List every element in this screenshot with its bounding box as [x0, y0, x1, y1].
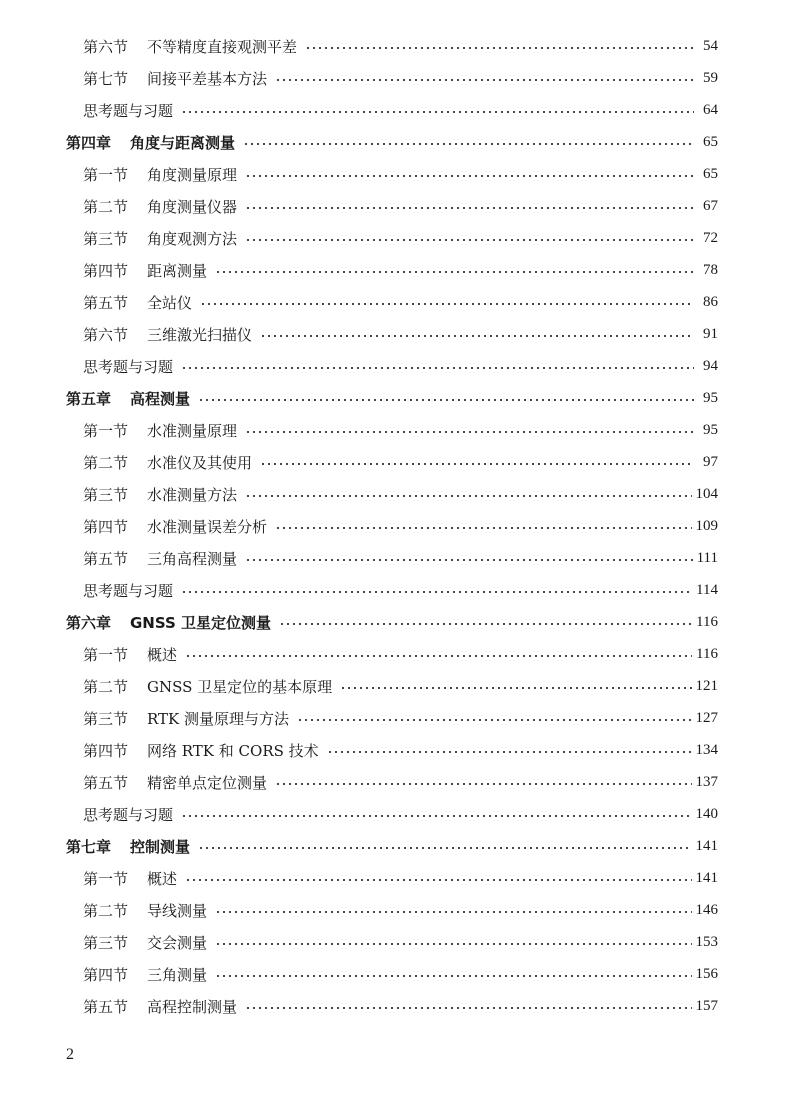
entry-number: 第四节: [83, 965, 129, 984]
dot-leader: [198, 847, 691, 849]
entry-title: GNSS 卫星定位的基本原理: [147, 677, 333, 696]
dot-leader: [260, 335, 694, 337]
entry-number: 第三节: [83, 933, 129, 952]
entry-title: 高程控制测量: [147, 997, 238, 1016]
toc-section-entry[interactable]: [66, 958, 718, 990]
toc-section-entry[interactable]: [66, 510, 718, 542]
entry-page-number: 91: [703, 325, 718, 342]
dot-leader: [198, 399, 694, 401]
dot-leader: [275, 79, 694, 81]
dot-leader: [243, 143, 694, 145]
entry-page-number: 140: [695, 805, 718, 822]
dot-leader: [245, 239, 694, 241]
dot-leader: [185, 655, 692, 657]
entry-number: 第六章: [66, 613, 112, 632]
entry-title: RTK 测量原理与方法: [147, 709, 290, 728]
dot-leader: [327, 751, 692, 753]
entry-number: 第四章: [66, 133, 112, 152]
toc-chapter-entry[interactable]: [66, 606, 718, 638]
dot-leader: [245, 495, 691, 497]
entry-title: 不等精度直接观测平差: [147, 37, 298, 56]
entry-page-number: 156: [695, 965, 718, 982]
entry-title: 间接平差基本方法: [147, 69, 268, 88]
toc-section-entry[interactable]: [66, 862, 718, 894]
toc-section-entry[interactable]: [66, 638, 718, 670]
dot-leader: [181, 111, 694, 113]
toc-section-entry[interactable]: [66, 254, 718, 286]
toc-section-entry[interactable]: [66, 766, 718, 798]
entry-title: 全站仪: [147, 293, 193, 312]
dot-leader: [260, 463, 694, 465]
toc-section-entry[interactable]: [66, 222, 718, 254]
entry-title: 三角测量: [147, 965, 208, 984]
entry-title: 导线测量: [147, 901, 208, 920]
entry-title: 水准测量方法: [147, 485, 238, 504]
entry-number: 第五章: [66, 389, 112, 408]
toc-chapter-entry[interactable]: [66, 126, 718, 158]
dot-leader: [245, 559, 693, 561]
entry-page-number: 121: [695, 677, 718, 694]
toc-exercise-entry[interactable]: [66, 798, 718, 830]
dot-leader: [245, 431, 694, 433]
entry-page-number: 153: [695, 933, 718, 950]
entry-number: 第二节: [83, 677, 129, 696]
entry-page-number: 157: [695, 997, 718, 1014]
entry-number: 第三节: [83, 485, 129, 504]
entry-number: 第五节: [83, 997, 129, 1016]
entry-title: 水准测量误差分析: [147, 517, 268, 536]
entry-page-number: 127: [695, 709, 718, 726]
dot-leader: [181, 815, 691, 817]
dot-leader: [279, 623, 692, 625]
entry-page-number: 65: [703, 133, 718, 150]
entry-title: 三维激光扫描仪: [147, 325, 253, 344]
entry-title: 交会测量: [147, 933, 208, 952]
entry-number: 第二节: [83, 453, 129, 472]
dot-leader: [340, 687, 691, 689]
entry-number: 第六节: [83, 325, 129, 344]
entry-page-number: 59: [703, 69, 718, 86]
entry-page-number: 109: [695, 517, 718, 534]
toc-section-entry[interactable]: [66, 190, 718, 222]
entry-title: 概述: [147, 645, 178, 664]
entry-page-number: 72: [703, 229, 718, 246]
toc-section-entry[interactable]: [66, 446, 718, 478]
dot-leader: [181, 591, 692, 593]
entry-page-number: 95: [703, 389, 718, 406]
entry-page-number: 97: [703, 453, 718, 470]
entry-page-number: 104: [695, 485, 718, 502]
dot-leader: [275, 783, 691, 785]
entry-number: 第一节: [83, 645, 129, 664]
table-of-contents: [66, 30, 718, 1022]
toc-section-entry[interactable]: [66, 318, 718, 350]
toc-section-entry[interactable]: [66, 734, 718, 766]
entry-page-number: 67: [703, 197, 718, 214]
entry-number: 第一节: [83, 869, 129, 888]
entry-number: 第五节: [83, 293, 129, 312]
entry-number: 第三节: [83, 229, 129, 248]
entry-number: 第二节: [83, 197, 129, 216]
entry-title: 角度测量仪器: [147, 197, 238, 216]
entry-page-number: 64: [703, 101, 718, 118]
dot-leader: [215, 911, 691, 913]
toc-chapter-entry[interactable]: [66, 382, 718, 414]
entry-title: 思考题与习题: [83, 101, 174, 120]
entry-title: 网络 RTK 和 CORS 技术: [147, 741, 319, 760]
entry-number: 第一节: [83, 421, 129, 440]
entry-title: 思考题与习题: [83, 581, 174, 600]
entry-number: 第六节: [83, 37, 129, 56]
dot-leader: [215, 943, 691, 945]
toc-section-entry[interactable]: [66, 478, 718, 510]
entry-number: 第四节: [83, 517, 129, 536]
dot-leader: [275, 527, 691, 529]
entry-number: 第三节: [83, 709, 129, 728]
dot-leader: [215, 271, 694, 273]
toc-section-entry[interactable]: [66, 926, 718, 958]
entry-title: 高程测量: [130, 389, 191, 408]
entry-title: GNSS 卫星定位测量: [130, 613, 272, 632]
entry-page-number: 114: [696, 581, 718, 598]
entry-title: 水准测量原理: [147, 421, 238, 440]
page-number: 2: [66, 1046, 74, 1063]
entry-page-number: 111: [696, 549, 718, 566]
toc-section-entry[interactable]: [66, 30, 718, 62]
entry-number: 第四节: [83, 261, 129, 280]
dot-leader: [245, 175, 694, 177]
toc-section-entry[interactable]: [66, 990, 718, 1022]
entry-title: 角度与距离测量: [130, 133, 236, 152]
dot-leader: [305, 47, 694, 49]
toc-section-entry[interactable]: [66, 702, 718, 734]
entry-number: 第二节: [83, 901, 129, 920]
entry-number: 第一节: [83, 165, 129, 184]
toc-section-entry[interactable]: [66, 158, 718, 190]
entry-number: 第七节: [83, 69, 129, 88]
entry-page-number: 116: [696, 645, 718, 662]
entry-number: 第五节: [83, 549, 129, 568]
entry-title: 概述: [147, 869, 178, 888]
entry-page-number: 116: [696, 613, 718, 630]
toc-section-entry[interactable]: [66, 894, 718, 926]
dot-leader: [245, 207, 694, 209]
toc-chapter-entry[interactable]: [66, 830, 718, 862]
entry-title: 精密单点定位测量: [147, 773, 268, 792]
dot-leader: [181, 367, 694, 369]
entry-page-number: 146: [695, 901, 718, 918]
entry-page-number: 134: [695, 741, 718, 758]
dot-leader: [297, 719, 691, 721]
entry-title: 距离测量: [147, 261, 208, 280]
entry-page-number: 141: [695, 869, 718, 886]
entry-number: 第五节: [83, 773, 129, 792]
entry-title: 三角高程测量: [147, 549, 238, 568]
entry-page-number: 141: [695, 837, 718, 854]
entry-page-number: 86: [703, 293, 718, 310]
entry-title: 角度观测方法: [147, 229, 238, 248]
toc-section-entry[interactable]: [66, 670, 718, 702]
toc-exercise-entry[interactable]: [66, 574, 718, 606]
entry-page-number: 65: [703, 165, 718, 182]
toc-section-entry[interactable]: [66, 62, 718, 94]
dot-leader: [245, 1007, 691, 1009]
entry-page-number: 94: [703, 357, 718, 374]
entry-number: 第七章: [66, 837, 112, 856]
toc-section-entry[interactable]: [66, 286, 718, 318]
entry-title: 思考题与习题: [83, 357, 174, 376]
dot-leader: [215, 975, 691, 977]
dot-leader: [200, 303, 694, 305]
entry-page-number: 78: [703, 261, 718, 278]
entry-title: 水准仪及其使用: [147, 453, 253, 472]
entry-page-number: 137: [695, 773, 718, 790]
entry-number: 第四节: [83, 741, 129, 760]
dot-leader: [185, 879, 691, 881]
toc-exercise-entry[interactable]: [66, 94, 718, 126]
entry-page-number: 54: [703, 37, 718, 54]
toc-exercise-entry[interactable]: [66, 350, 718, 382]
entry-title: 控制测量: [130, 837, 191, 856]
entry-title: 角度测量原理: [147, 165, 238, 184]
toc-section-entry[interactable]: [66, 542, 718, 574]
toc-section-entry[interactable]: [66, 414, 718, 446]
entry-title: 思考题与习题: [83, 805, 174, 824]
entry-page-number: 95: [703, 421, 718, 438]
